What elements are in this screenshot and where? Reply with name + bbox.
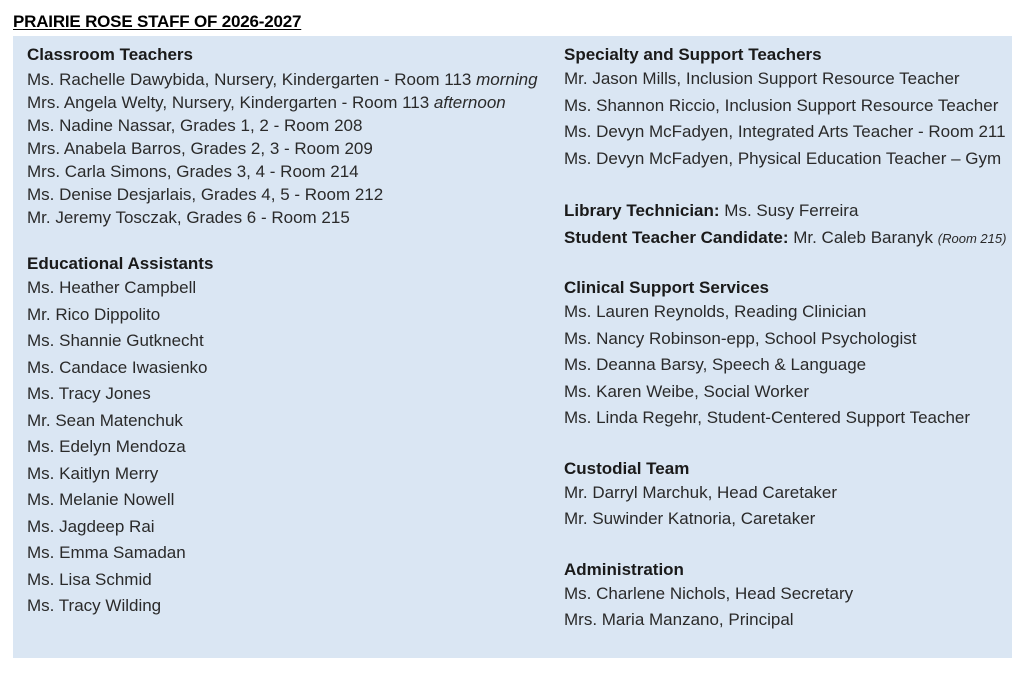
staff-entry: Ms. Melanie Nowell xyxy=(27,490,175,509)
specialty-support-section xyxy=(564,44,1004,172)
staff-entry: Mrs. Carla Simons, Grades 3, 4 - Room 214 xyxy=(27,162,359,181)
session-note: afternoon xyxy=(433,93,506,112)
staff-entry: Mr. Jason Mills, Inclusion Support Resource Teacher xyxy=(564,69,960,88)
staff-entry: Mrs. Anabela Barros, Grades 2, 3 - Room 209 xyxy=(27,139,373,158)
staff-entry: Ms. Karen Weibe, Social Worker xyxy=(564,381,810,401)
staff-entry: Ms. Candace Iwasienko xyxy=(27,357,208,377)
staff-entry: Ms. Deanna Barsy, Speech & Language xyxy=(564,355,867,374)
staff-directory-panel xyxy=(13,36,1012,658)
staff-entry: Mr. Sean Matenchuk xyxy=(27,410,183,430)
section-heading-classroom-teachers: Classroom Teachers xyxy=(27,45,193,64)
session-note: morning xyxy=(476,70,538,89)
staff-entry: Ms. Devyn McFadyen, Physical Education Teacher – Gym xyxy=(564,148,1002,168)
staff-entry: Ms. Rachelle Dawybida, Nursery, Kindergarten - Room 113 morning xyxy=(27,70,538,89)
custodial-team-section xyxy=(564,458,1004,533)
staff-entry: Mr. Jeremy Tosczak, Grades 6 - Room 215 xyxy=(27,208,350,227)
staff-entry: Mr. Suwinder Katnoria, Caretaker xyxy=(564,509,816,528)
staff-entry: Ms. Shannie Gutknecht xyxy=(27,331,204,350)
staff-roles-section xyxy=(564,198,1007,251)
staff-entry: Ms. Lisa Schmid xyxy=(27,569,152,589)
classroom-teachers-section xyxy=(27,44,547,229)
clinical-support-section xyxy=(564,277,1004,432)
staff-entry: Ms. Lauren Reynolds, Reading Clinician xyxy=(564,302,867,321)
staff-entry: Ms. Tracy Wilding xyxy=(27,596,162,615)
staff-entry: Ms. Emma Samadan xyxy=(27,543,186,562)
administration-section xyxy=(564,559,1004,634)
staff-entry: Ms. Kaitlyn Merry xyxy=(27,463,159,483)
staff-entry: Mrs. Angela Welty, Nursery, Kindergarten - Room 113 afternoon xyxy=(27,93,506,112)
staff-entry: Ms. Jagdeep Rai xyxy=(27,516,155,536)
section-heading-clinical-support: Clinical Support Services xyxy=(564,278,770,297)
staff-entry: Ms. Shannon Riccio, Inclusion Support Resource Teacher xyxy=(564,95,999,115)
library-technician-label: Library Technician: xyxy=(564,201,720,220)
right-column xyxy=(564,44,1007,634)
section-heading-custodial-team: Custodial Team xyxy=(564,458,690,478)
staff-entry: Ms. Edelyn Mendoza xyxy=(27,437,186,456)
staff-entry: Ms. Linda Regehr, Student-Centered Support Teacher xyxy=(564,408,971,427)
section-heading-educational-assistants: Educational Assistants xyxy=(27,254,214,273)
student-teacher-entry: Student Teacher Candidate: Mr. Caleb Baranyk (Room 215) xyxy=(564,227,1007,247)
staff-entry: Mrs. Maria Manzano, Principal xyxy=(564,610,794,629)
staff-entry: Ms. Denise Desjarlais, Grades 4, 5 - Room 212 xyxy=(27,185,384,204)
staff-entry: Mr. Rico Dippolito xyxy=(27,304,161,324)
staff-entry: Ms. Tracy Jones xyxy=(27,384,151,403)
left-column xyxy=(27,44,547,620)
staff-entry: Ms. Heather Campbell xyxy=(27,278,197,297)
student-teacher-label: Student Teacher Candidate: xyxy=(564,227,789,247)
staff-entry: Ms. Devyn McFadyen, Integrated Arts Teacher - Room 211 xyxy=(564,122,1006,141)
staff-entry: Ms. Charlene Nichols, Head Secretary xyxy=(564,583,854,603)
section-heading-specialty-support: Specialty and Support Teachers xyxy=(564,45,822,64)
staff-entry: Mr. Darryl Marchuk, Head Caretaker xyxy=(564,482,838,502)
staff-entry: Ms. Nadine Nassar, Grades 1, 2 - Room 208 xyxy=(27,116,363,135)
room-note: (Room 215) xyxy=(937,230,1007,246)
educational-assistants-section xyxy=(27,253,547,620)
page-title: PRAIRIE ROSE STAFF OF 2026-2027 xyxy=(13,12,302,31)
staff-entry: Ms. Nancy Robinson-epp, School Psychologist xyxy=(564,328,917,348)
section-heading-administration: Administration xyxy=(564,559,684,579)
library-technician-entry: Library Technician: Ms. Susy Ferreira xyxy=(564,201,859,220)
